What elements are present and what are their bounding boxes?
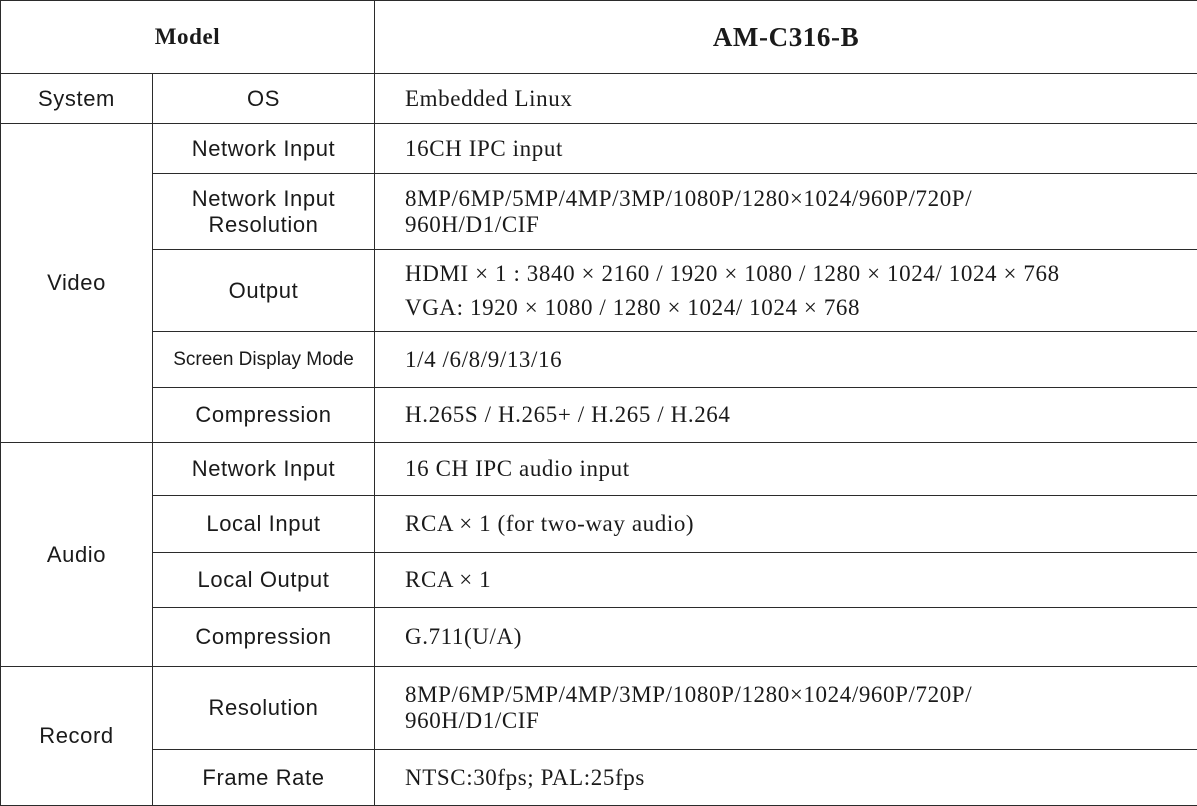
param-audio-local-output: Local Output xyxy=(153,553,375,608)
value-line: 960H/D1/CIF xyxy=(405,708,540,733)
param-audio-compression: Compression xyxy=(153,608,375,667)
table-row xyxy=(1,332,1197,388)
param-video-screen-display-mode: Screen Display Mode xyxy=(153,332,375,388)
group-video: Video xyxy=(1,124,153,443)
param-record-frame-rate: Frame Rate xyxy=(153,750,375,806)
table-row xyxy=(1,74,1197,124)
value-video-compression: H.265S / H.265+ / H.265 / H.264 xyxy=(375,388,1197,443)
table-row xyxy=(1,250,1197,332)
table-row xyxy=(1,388,1197,443)
param-video-compression: Compression xyxy=(153,388,375,443)
table-row xyxy=(1,174,1197,250)
value-line: 960H/D1/CIF xyxy=(405,211,540,237)
param-audio-network-input: Network Input xyxy=(153,443,375,496)
param-record-resolution: Resolution xyxy=(153,667,375,750)
model-name: AM-C316-B xyxy=(375,1,1197,74)
group-audio: Audio xyxy=(1,443,153,667)
value-line: VGA: 1920 × 1080 / 1280 × 1024/ 1024 × 768 xyxy=(405,294,861,320)
header-row xyxy=(1,1,1197,74)
param-video-output: Output xyxy=(153,250,375,332)
param-video-network-input: Network Input xyxy=(153,124,375,174)
value-line: HDMI × 1 : 3840 × 2160 / 1920 × 1080 / 1280 × 1024/ 1024 × 768 xyxy=(405,260,1060,286)
table-row xyxy=(1,496,1197,553)
param-os: OS xyxy=(153,74,375,124)
value-line: 8MP/6MP/5MP/4MP/3MP/1080P/1280×1024/960P/720P/ xyxy=(405,185,973,211)
group-record: Record xyxy=(1,667,153,806)
value-record-frame-rate: NTSC:30fps; PAL:25fps xyxy=(375,750,1197,806)
param-video-network-input-resolution xyxy=(153,174,375,250)
value-video-screen-display-mode: 1/4 /6/8/9/13/16 xyxy=(375,332,1197,388)
table-row xyxy=(1,667,1197,750)
value-audio-local-input: RCA × 1 (for two-way audio) xyxy=(375,496,1197,553)
table-row xyxy=(1,750,1197,806)
table-row xyxy=(1,124,1197,174)
param-line: Resolution xyxy=(208,211,319,237)
value-os: Embedded Linux xyxy=(375,74,1197,124)
value-line: 8MP/6MP/5MP/4MP/3MP/1080P/1280×1024/960P/720P/ xyxy=(405,682,973,707)
param-audio-local-input: Local Input xyxy=(153,496,375,553)
value-video-output xyxy=(375,250,1197,332)
value-video-network-input: 16CH IPC input xyxy=(375,124,1197,174)
table-row xyxy=(1,443,1197,496)
table-row xyxy=(1,608,1197,667)
table-row xyxy=(1,553,1197,608)
value-audio-network-input: 16 CH IPC audio input xyxy=(375,443,1197,496)
value-video-network-input-resolution xyxy=(375,174,1197,250)
value-audio-local-output: RCA × 1 xyxy=(375,553,1197,608)
value-record-resolution xyxy=(375,667,1197,750)
value-audio-compression: G.711(U/A) xyxy=(375,608,1197,667)
group-system: System xyxy=(1,74,153,124)
model-label: Model xyxy=(1,1,375,74)
param-line: Network Input xyxy=(191,185,336,211)
